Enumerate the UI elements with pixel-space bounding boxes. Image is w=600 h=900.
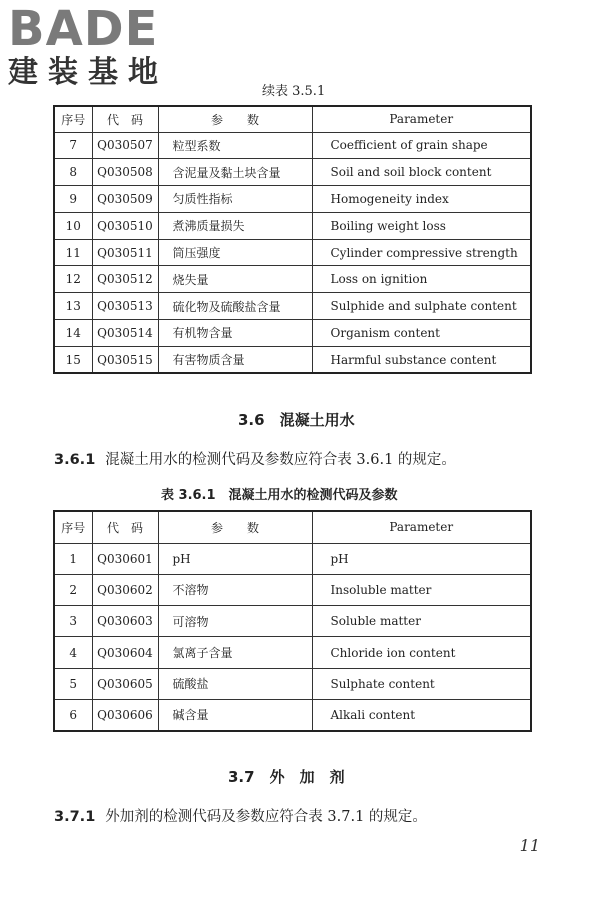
- cell-no: 3: [54, 606, 92, 637]
- cell-code: Q030514: [92, 320, 158, 347]
- cell-no: 10: [54, 212, 92, 239]
- table-row: [54, 543, 531, 574]
- cell-param: 硫酸盐: [158, 668, 312, 699]
- cell-no: 11: [54, 239, 92, 266]
- table-row: [54, 699, 531, 730]
- table-3-6-1: [53, 510, 532, 732]
- cell-no: 8: [54, 159, 92, 186]
- table-header-row: [54, 106, 531, 132]
- cell-param-en: Coefficient of grain shape: [312, 132, 531, 159]
- header-code: 代 码: [92, 106, 158, 132]
- table-row: [54, 574, 531, 605]
- table-header-row: [54, 511, 531, 543]
- cell-param: 氯离子含量: [158, 637, 312, 668]
- table-row: [54, 346, 531, 373]
- logo-subtitle: 建装基地: [8, 55, 168, 90]
- table-row: [54, 186, 531, 213]
- table-row: [54, 668, 531, 699]
- cell-param: 有害物质含量: [158, 346, 312, 373]
- cell-param: 可溶物: [158, 606, 312, 637]
- cell-code: Q030605: [92, 668, 158, 699]
- clause-3-6-1-number: 3.6.1: [54, 452, 96, 468]
- header-param-en: Parameter: [312, 106, 531, 132]
- clause-3-7-1-number: 3.7.1: [54, 809, 96, 825]
- cell-code: Q030508: [92, 159, 158, 186]
- cell-code: Q030602: [92, 574, 158, 605]
- header-no: 序号: [54, 106, 92, 132]
- table-row: [54, 606, 531, 637]
- cell-no: 4: [54, 637, 92, 668]
- section-3-6-title: 3.6 混凝土用水: [238, 411, 355, 429]
- cell-param: 不溶物: [158, 574, 312, 605]
- cell-param: 粒型系数: [158, 132, 312, 159]
- cell-no: 5: [54, 668, 92, 699]
- cell-param-en: Harmful substance content: [312, 346, 531, 373]
- cell-param-en: Alkali content: [312, 699, 531, 730]
- cell-param: 有机物含量: [158, 320, 312, 347]
- cell-no: 13: [54, 293, 92, 320]
- cell-param-en: Homogeneity index: [312, 186, 531, 213]
- cell-param: 碱含量: [158, 699, 312, 730]
- cell-param-en: Boiling weight loss: [312, 212, 531, 239]
- cell-param-en: Soluble matter: [312, 606, 531, 637]
- cell-code: Q030507: [92, 132, 158, 159]
- header-param-en: Parameter: [312, 511, 531, 543]
- cell-code: Q030513: [92, 293, 158, 320]
- table-row: [54, 637, 531, 668]
- bade-logo: [8, 1, 178, 90]
- table-row: [54, 159, 531, 186]
- cell-param-en: Loss on ignition: [312, 266, 531, 293]
- cell-code: Q030510: [92, 212, 158, 239]
- cell-no: 7: [54, 132, 92, 159]
- header-code: 代 码: [92, 511, 158, 543]
- cell-param: 烧失量: [158, 266, 312, 293]
- header-param: 参 数: [158, 106, 312, 132]
- cell-param-en: Sulphate content: [312, 668, 531, 699]
- section-3-7-title: 3.7 外 加 剂: [228, 768, 345, 786]
- clause-3-6-1: [54, 448, 456, 469]
- cell-code: Q030606: [92, 699, 158, 730]
- table-row: [54, 266, 531, 293]
- cell-param: 匀质性指标: [158, 186, 312, 213]
- cell-param: 筒压强度: [158, 239, 312, 266]
- cell-no: 2: [54, 574, 92, 605]
- cell-code: Q030515: [92, 346, 158, 373]
- cell-no: 9: [54, 186, 92, 213]
- cell-param: 硫化物及硫酸盐含量: [158, 293, 312, 320]
- cell-param-en: Sulphide and sulphate content: [312, 293, 531, 320]
- cell-code: Q030603: [92, 606, 158, 637]
- cell-code: Q030509: [92, 186, 158, 213]
- cell-no: 15: [54, 346, 92, 373]
- cell-code: Q030511: [92, 239, 158, 266]
- header-param: 参 数: [158, 511, 312, 543]
- header-no: 序号: [54, 511, 92, 543]
- cell-param-en: Organism content: [312, 320, 531, 347]
- cell-no: 14: [54, 320, 92, 347]
- cell-no: 6: [54, 699, 92, 730]
- clause-3-7-1: [54, 805, 427, 826]
- page-number: 11: [519, 836, 540, 855]
- table-row: [54, 132, 531, 159]
- cell-param: 含泥量及黏土块含量: [158, 159, 312, 186]
- cell-param: 煮沸质量损失: [158, 212, 312, 239]
- table2-caption: 表 3.6.1 混凝土用水的检测代码及参数: [161, 488, 398, 503]
- table-3-5-1-continued: [53, 105, 532, 374]
- table1-caption: 续表 3.5.1: [262, 84, 326, 99]
- clause-3-7-1-text: 外加剂的检测代码及参数应符合表 3.7.1 的规定。: [105, 809, 427, 825]
- cell-param-en: pH: [312, 543, 531, 574]
- cell-no: 1: [54, 543, 92, 574]
- cell-param-en: Chloride ion content: [312, 637, 531, 668]
- table-row: [54, 320, 531, 347]
- table-row: [54, 293, 531, 320]
- cell-code: Q030512: [92, 266, 158, 293]
- cell-code: Q030601: [92, 543, 158, 574]
- cell-param-en: Soil and soil block content: [312, 159, 531, 186]
- table-row: [54, 239, 531, 266]
- cell-code: Q030604: [92, 637, 158, 668]
- logo-text: BADE: [8, 1, 159, 57]
- clause-3-6-1-text: 混凝土用水的检测代码及参数应符合表 3.6.1 的规定。: [105, 452, 456, 468]
- cell-no: 12: [54, 266, 92, 293]
- cell-param-en: Insoluble matter: [312, 574, 531, 605]
- table-row: [54, 212, 531, 239]
- cell-param: pH: [158, 543, 312, 574]
- cell-param-en: Cylinder compressive strength: [312, 239, 531, 266]
